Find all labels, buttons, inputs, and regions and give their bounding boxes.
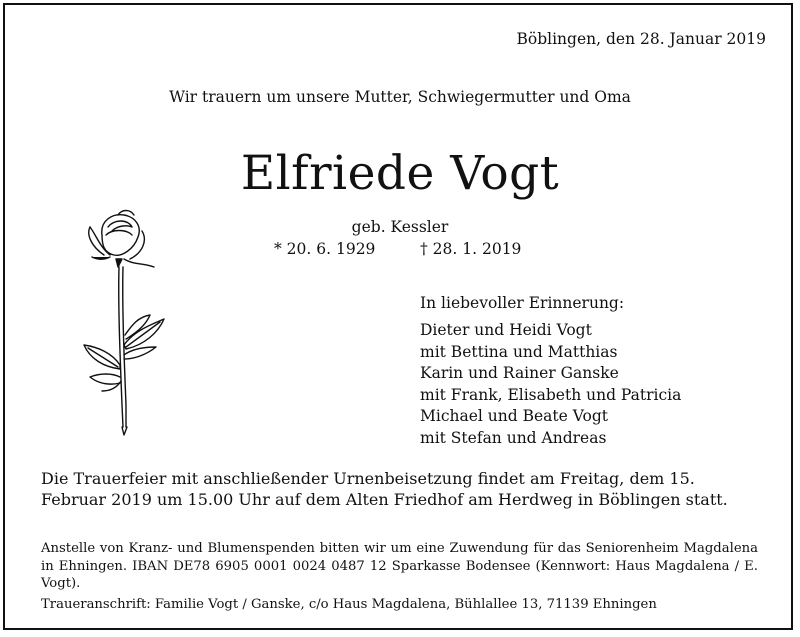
rose-icon: [72, 205, 172, 437]
memory-heading: In liebevoller Erinnerung:: [420, 294, 625, 312]
mourning-address: Traueranschrift: Familie Vogt / Ganske, c/o Haus Magdalena, Bühlallee 13, 71139 Ehningen: [41, 597, 657, 612]
mourners-list: [420, 320, 681, 449]
mourner-line: Michael und Beate Vogt: [420, 407, 608, 425]
intro-line: Wir trauern um unsere Mutter, Schwiegermutter und Oma: [169, 88, 631, 106]
mourner-line: Karin und Rainer Ganske: [420, 364, 619, 382]
donation-info: Anstelle von Kranz- und Blumenspenden bitten wir um eine Zuwendung für das Seniorenheim Magdalena in Ehningen. IBAN DE78 6905 0001 0024 0487 12 Sparkasse Bodensee (Kennwort: Haus Magdalena / E. Vogt).: [41, 541, 758, 591]
mourner-line: mit Bettina und Matthias: [420, 342, 618, 361]
maiden-name: geb. Kessler: [351, 218, 449, 236]
mourner-line: mit Stefan und Andreas: [420, 428, 607, 447]
ceremony-info: Die Trauerfeier mit anschließender Urnenbeisetzung findet am Freitag, dem 15. Februar 2019 um 15.00 Uhr auf dem Alten Friedhof am Herdweg in Böblingen statt.: [41, 469, 728, 509]
birth-date: * 20. 6. 1929: [274, 240, 376, 258]
place-date: Böblingen, den 28. Januar 2019: [516, 30, 766, 48]
mourner-line: mit Frank, Elisabeth und Patricia: [420, 385, 682, 404]
death-date: † 28. 1. 2019: [420, 240, 522, 258]
deceased-name: Elfriede Vogt: [240, 146, 560, 201]
mourner-line: Dieter und Heidi Vogt: [420, 321, 592, 339]
